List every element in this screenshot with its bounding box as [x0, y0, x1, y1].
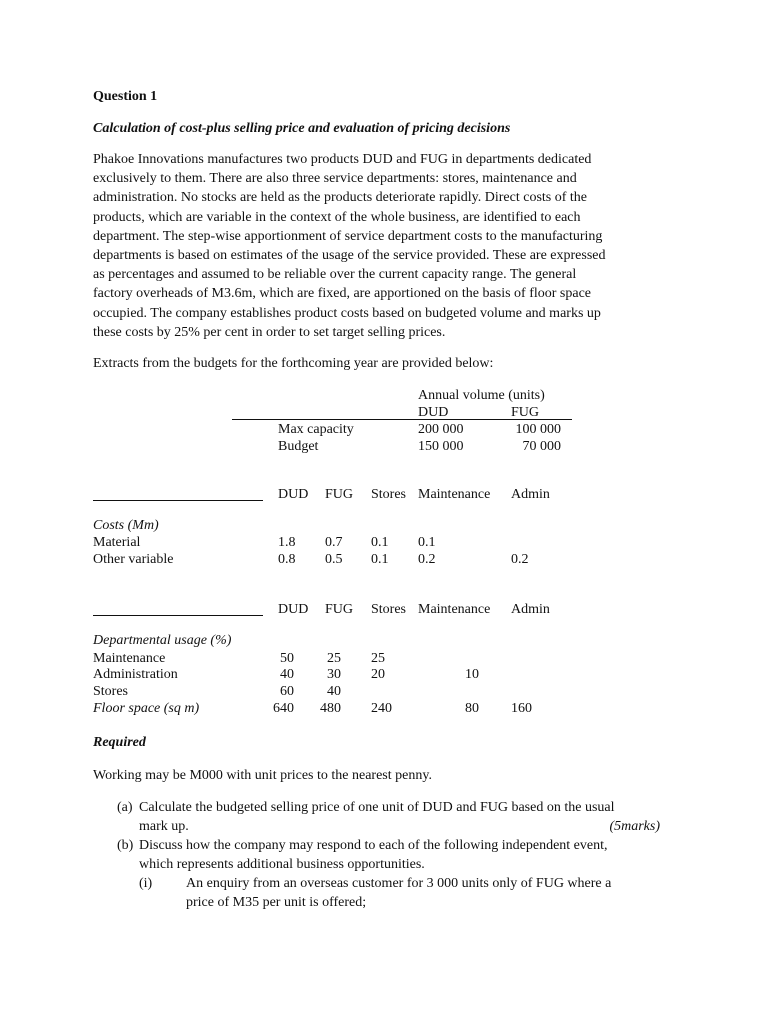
usage-header-fug: FUG: [325, 602, 354, 617]
subitem-text: price of M35 per unit is offered;: [186, 895, 367, 910]
volume-col-fug: FUG: [511, 405, 540, 420]
costs-cell: 0.7: [325, 535, 343, 550]
costs-section-label: Costs (Mm): [93, 518, 159, 533]
usage-cell: 25: [371, 651, 385, 666]
costs-cell: 0.2: [511, 552, 529, 567]
costs-header-stores: Stores: [371, 487, 406, 502]
item-text: Discuss how the company may respond to each of the following independent event,: [139, 838, 608, 853]
intro-line: departments is based on estimates of the usage of the service provided. These are expressed: [93, 248, 606, 264]
usage-header-rule: [93, 615, 263, 616]
usage-cell: 160: [511, 701, 532, 716]
item-marks: (5marks): [609, 819, 660, 834]
usage-cell: 60: [280, 684, 294, 699]
question-title: Question 1: [93, 89, 158, 104]
costs-cell: 0.2: [418, 552, 436, 567]
volume-cell: 100 000: [515, 422, 561, 437]
usage-cell: 10: [465, 667, 479, 682]
volume-caption: Annual volume (units): [418, 388, 545, 403]
usage-cell: 480: [320, 701, 341, 716]
intro-line: products, which are variable in the context of the whole business, are identified to each: [93, 209, 581, 225]
usage-cell: 40: [280, 667, 294, 682]
usage-cell: 80: [465, 701, 479, 716]
usage-cell: 20: [371, 667, 385, 682]
costs-header-rule: [93, 500, 263, 501]
item-text: mark up.: [139, 819, 189, 834]
costs-cell: 0.8: [278, 552, 296, 567]
intro-line: these costs by 25% per cent in order to set target selling prices.: [93, 324, 446, 340]
volume-cell: 150 000: [418, 439, 464, 454]
usage-row-label: Floor space (sq m): [93, 701, 200, 716]
usage-row-label: Maintenance: [93, 651, 166, 666]
intro-line: as percentages and assumed to be reliable over the current capacity range. The general: [93, 267, 577, 283]
volume-row-label: Budget: [278, 439, 319, 454]
intro-line: Phakoe Innovations manufactures two products DUD and FUG in departments dedicated: [93, 152, 592, 167]
intro-line: administration. No stocks are held as the products deteriorate rapidly. Direct costs of the: [93, 190, 587, 206]
usage-section-label: Departmental usage (%): [93, 633, 232, 648]
item-marker: (a): [117, 800, 133, 815]
item-text: which represents additional business opportunities.: [139, 857, 425, 872]
volume-header-rule: [232, 419, 572, 420]
intro-line: factory overheads of M3.6m, which are fixed, are apportioned on the basis of floor space: [93, 286, 591, 302]
subitem-marker: (i): [139, 876, 153, 891]
item-text: Calculate the budgeted selling price of one unit of DUD and FUG based on the usual: [139, 800, 615, 815]
question-subtitle: Calculation of cost-plus selling price and evaluation of pricing decisions: [93, 121, 511, 136]
volume-row-label: Max capacity: [278, 422, 354, 437]
costs-header-fug: FUG: [325, 487, 354, 502]
costs-header-dud: DUD: [278, 487, 309, 502]
usage-row-label: Administration: [93, 667, 178, 682]
usage-cell: 40: [327, 684, 341, 699]
costs-cell: 0.1: [371, 552, 389, 567]
intro-paragraph: [93, 150, 673, 342]
costs-row-label: Other variable: [93, 552, 174, 567]
usage-header-maintenance: Maintenance: [418, 602, 491, 617]
costs-row-label: Material: [93, 535, 141, 550]
usage-header-admin: Admin: [511, 602, 550, 617]
usage-cell: 30: [327, 667, 341, 682]
required-note: Working may be M000 with unit prices to the nearest penny.: [93, 768, 432, 783]
intro-line: occupied. The company establishes product costs based on budgeted volume and marks up: [93, 305, 601, 321]
usage-row-label: Stores: [93, 684, 128, 699]
usage-header-dud: DUD: [278, 602, 309, 617]
volume-cell: 200 000: [418, 422, 464, 437]
volume-col-dud: DUD: [418, 405, 449, 420]
costs-header-maintenance: Maintenance: [418, 487, 491, 502]
costs-cell: 0.1: [418, 535, 436, 550]
intro-line: department. The step-wise apportionment of service department costs to the manufacturing: [93, 228, 603, 244]
subitem-text: An enquiry from an overseas customer for 3 000 units only of FUG where a: [186, 876, 612, 891]
volume-cell: 70 000: [522, 439, 561, 454]
item-marker: (b): [117, 838, 134, 853]
costs-cell: 0.5: [325, 552, 343, 567]
costs-cell: 1.8: [278, 535, 296, 550]
usage-header-stores: Stores: [371, 602, 406, 617]
usage-cell: 240: [371, 701, 392, 716]
required-heading: Required: [93, 735, 146, 750]
usage-cell: 50: [280, 651, 294, 666]
intro-line: exclusively to them. There are also three service departments: stores, maintenance and: [93, 171, 577, 187]
extracts-intro: Extracts from the budgets for the forthcoming year are provided below:: [93, 356, 494, 371]
costs-cell: 0.1: [371, 535, 389, 550]
usage-cell: 25: [327, 651, 341, 666]
usage-cell: 640: [273, 701, 294, 716]
costs-header-admin: Admin: [511, 487, 550, 502]
